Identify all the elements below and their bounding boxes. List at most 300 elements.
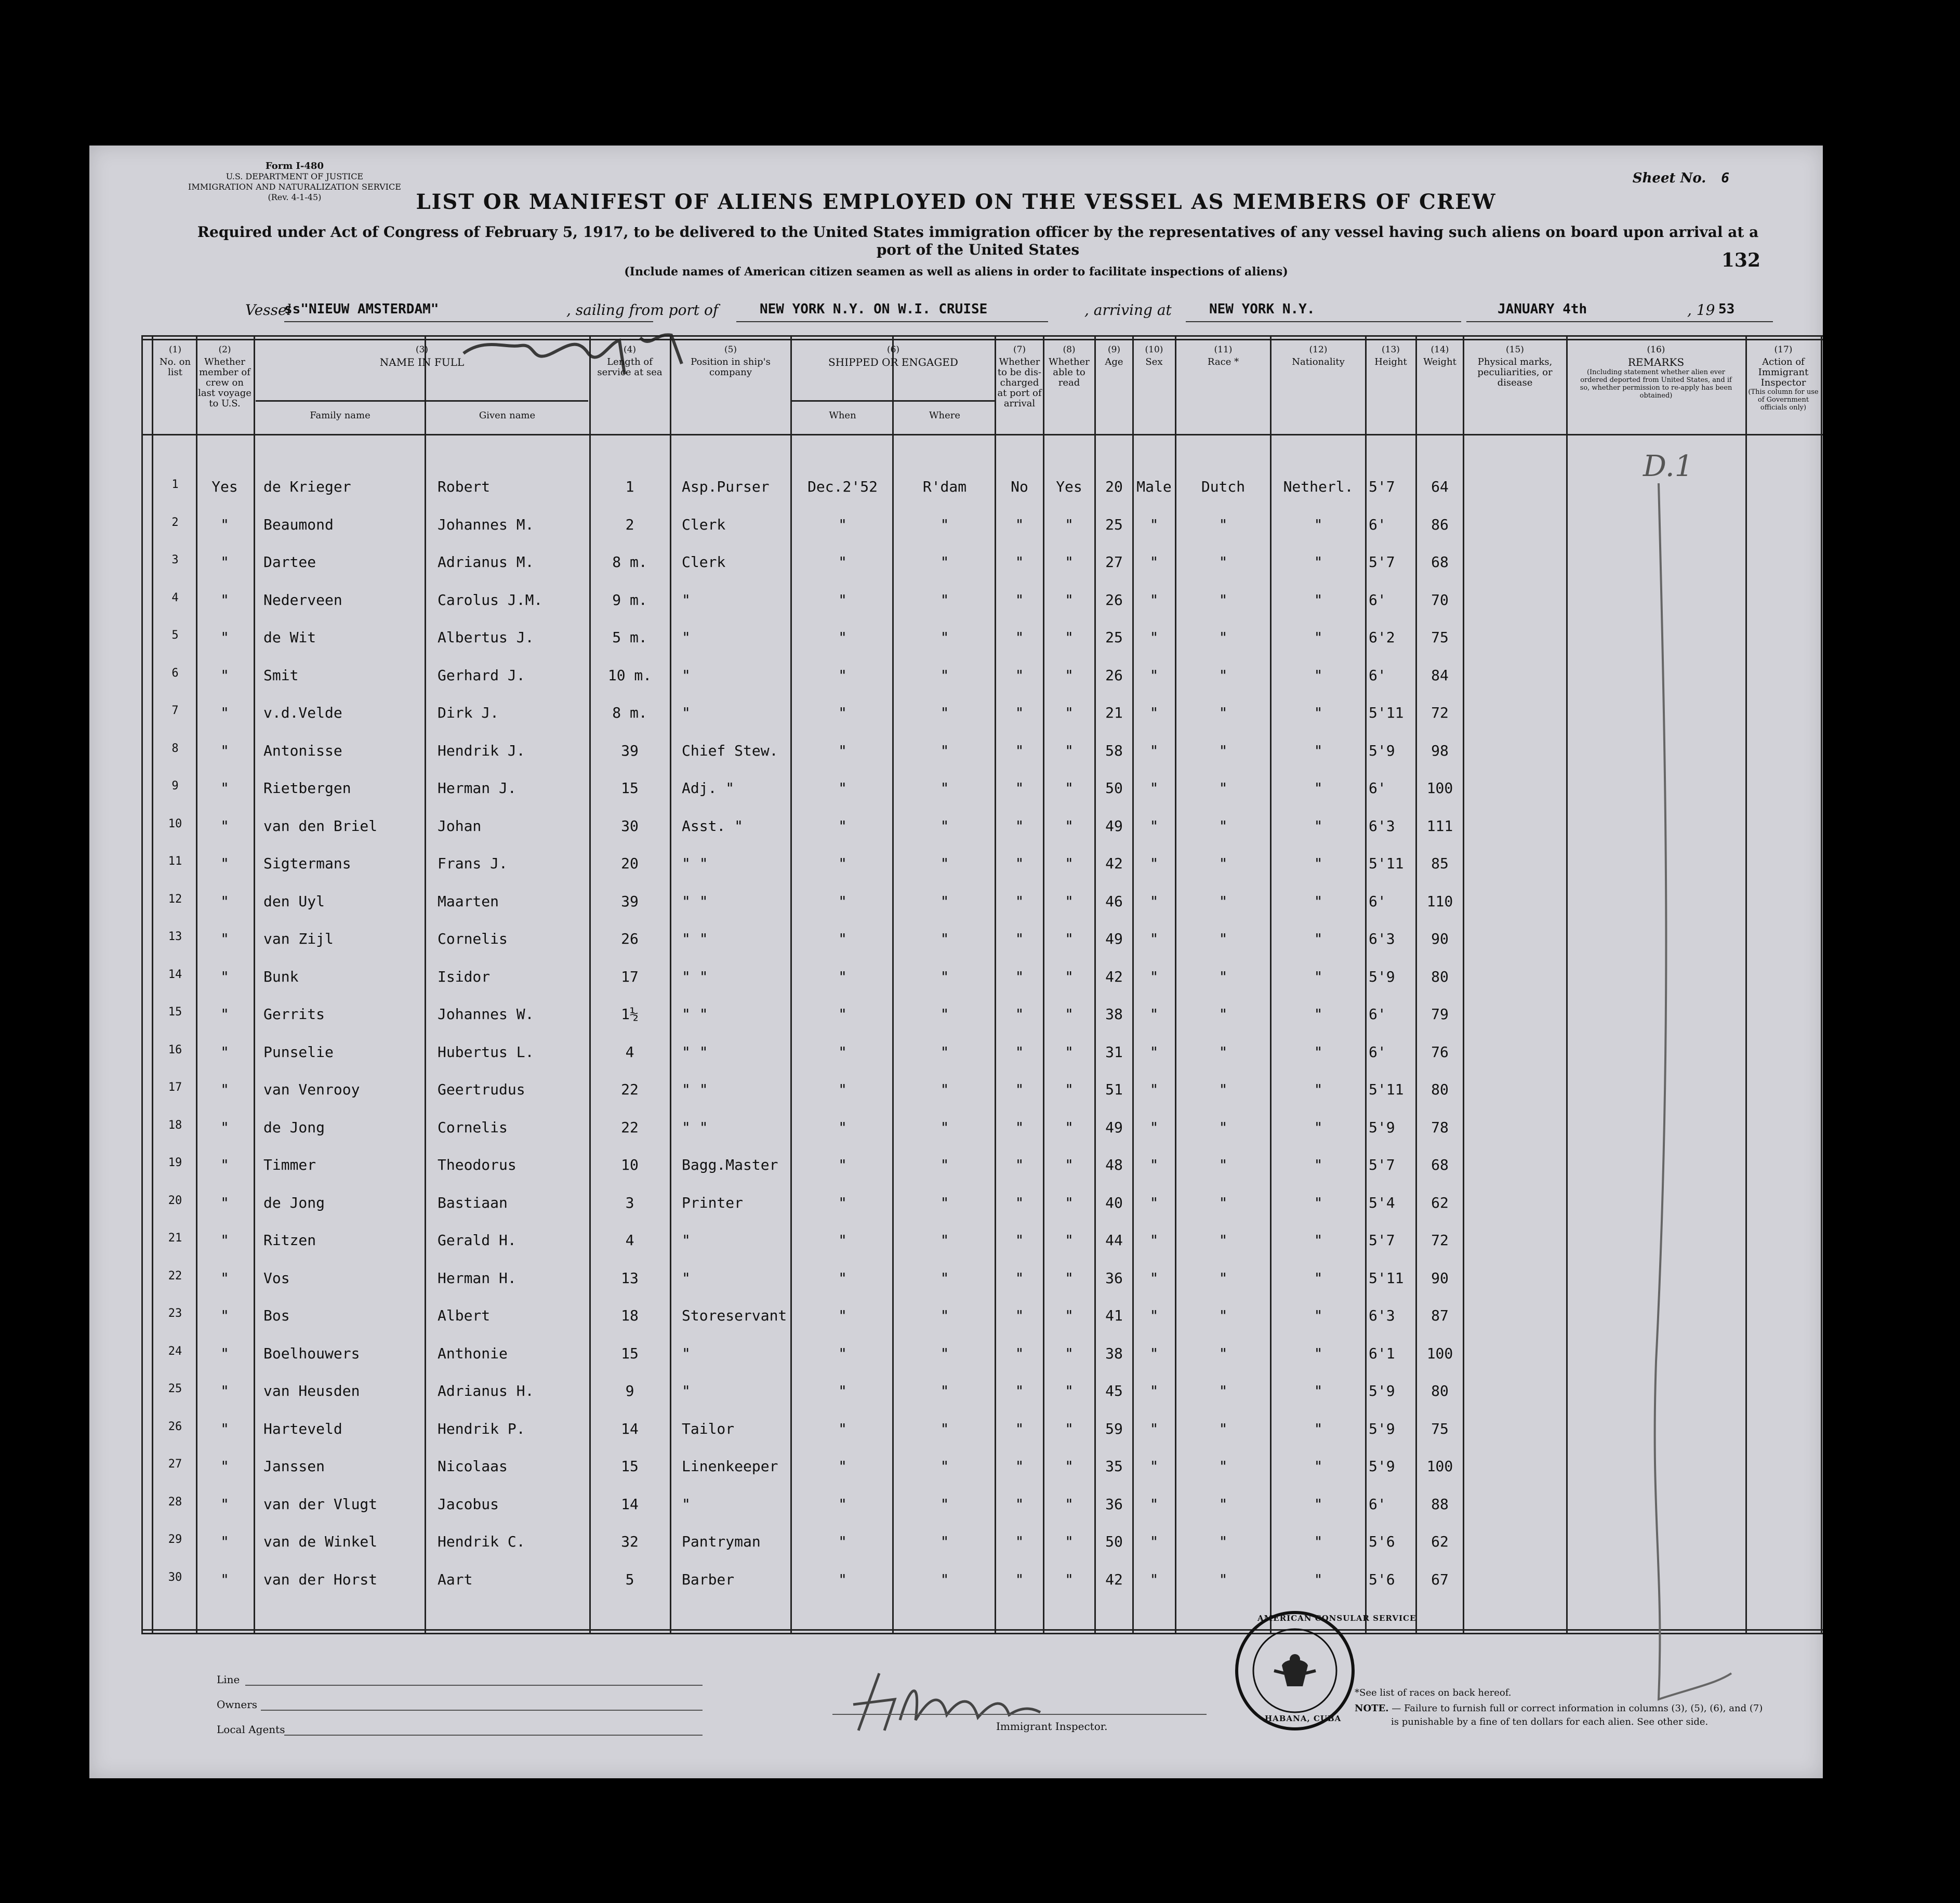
cell-service: 32	[621, 1533, 639, 1550]
cell-height: 6'3	[1369, 817, 1395, 835]
cell-no: 30	[168, 1570, 182, 1584]
cell-weight: 64	[1431, 478, 1449, 495]
cell-read: "	[1065, 1232, 1074, 1249]
cell-sex: "	[1149, 855, 1159, 872]
cell-nationality: "	[1314, 1458, 1323, 1475]
cell-race: "	[1219, 817, 1228, 835]
table-top-border-2	[141, 339, 1823, 340]
cell-given: Isidor	[438, 968, 491, 985]
sailing-label: , sailing from port of	[566, 301, 719, 319]
cell-given: Johannes W.	[438, 1006, 534, 1023]
cell-weight: 78	[1431, 1118, 1449, 1136]
col-17-label: Action of Immigrant Inspector	[1758, 356, 1809, 388]
cell-service: 1	[625, 478, 634, 495]
cell-nationality: "	[1314, 892, 1323, 910]
cell-member: "	[220, 892, 229, 910]
header-height	[1367, 345, 1415, 367]
cell-family: Antonisse	[263, 742, 342, 759]
cell-age: 35	[1105, 1458, 1123, 1475]
header-position	[671, 345, 790, 378]
cell-when: "	[838, 553, 847, 571]
cell-weight: 111	[1426, 817, 1453, 835]
cell-weight: 90	[1431, 930, 1449, 947]
cell-weight: 68	[1431, 553, 1449, 571]
header-given-name: Given name	[479, 410, 536, 421]
cell-height: 6'	[1369, 666, 1386, 684]
cell-position: Printer	[682, 1194, 744, 1211]
cell-read: Yes	[1056, 478, 1082, 495]
page-title: LIST OR MANIFEST OF ALIENS EMPLOYED ON THE VESSEL AS MEMBERS OF CREW	[416, 190, 1497, 214]
cell-height: 6'	[1369, 779, 1386, 797]
agency-line-1: U.S. DEPARTMENT OF JUSTICE	[226, 171, 364, 181]
note-text-1: — Failure to furnish full or correct information in columns (3), (5), (6), and (7)	[1392, 1703, 1763, 1714]
cell-service: 5 m.	[612, 629, 647, 646]
cell-member: "	[220, 1118, 229, 1136]
cell-no: 23	[168, 1307, 182, 1320]
cell-where: "	[940, 1570, 949, 1588]
cell-no: 20	[168, 1194, 182, 1207]
header-action	[1747, 345, 1820, 412]
col-6-number: (6)	[886, 345, 900, 355]
cell-where: R'dam	[922, 478, 967, 495]
cell-given: Cornelis	[438, 1118, 508, 1136]
cell-when: "	[838, 1307, 847, 1324]
cell-when: "	[838, 1269, 847, 1287]
cell-when: "	[838, 516, 847, 533]
cell-weight: 85	[1431, 855, 1449, 872]
cell-when: "	[838, 1420, 847, 1437]
cell-sex: "	[1149, 968, 1159, 985]
inspector-signature-line	[832, 1714, 1207, 1715]
owners-field	[261, 1710, 703, 1711]
cell-sex: "	[1149, 1533, 1159, 1550]
cell-given: Herman J.	[438, 779, 517, 797]
cell-when: "	[838, 1570, 847, 1588]
cell-family: van der Vlugt	[263, 1495, 378, 1513]
cell-where: "	[940, 1081, 949, 1098]
cell-nationality: "	[1314, 855, 1323, 872]
cell-where: "	[940, 1006, 949, 1023]
requirement-line-2: port of the United States	[876, 241, 1080, 258]
cell-height: 5'9	[1369, 742, 1395, 759]
cell-age: 42	[1105, 855, 1123, 872]
cell-discharged: "	[1015, 704, 1024, 721]
cell-sex: "	[1149, 742, 1159, 759]
cell-nationality: "	[1314, 1307, 1323, 1324]
cell-race: "	[1219, 855, 1228, 872]
cell-sex: "	[1149, 591, 1159, 609]
cell-height: 6'	[1369, 591, 1386, 609]
cell-height: 5'11	[1369, 1269, 1404, 1287]
cell-discharged: "	[1015, 892, 1024, 910]
cell-nationality: "	[1314, 553, 1323, 571]
arrival-date: JANUARY 4th	[1498, 301, 1587, 317]
cell-no: 16	[168, 1043, 182, 1056]
header-race	[1176, 345, 1270, 367]
cell-height: 5'7	[1369, 1232, 1395, 1249]
cell-service: 26	[621, 930, 639, 947]
cell-where: "	[940, 1118, 949, 1136]
cell-height: 6'3	[1369, 930, 1395, 947]
cell-discharged: "	[1015, 855, 1024, 872]
cell-member: "	[220, 1344, 229, 1362]
cell-family: Smit	[263, 666, 299, 684]
cell-race: "	[1219, 968, 1228, 985]
cell-member: "	[220, 742, 229, 759]
cell-given: Hendrik J.	[438, 742, 525, 759]
cell-where: "	[940, 968, 949, 985]
col-9-label: Age	[1105, 356, 1123, 367]
cell-service: 15	[621, 779, 639, 797]
cell-position: Storeservant	[682, 1307, 787, 1324]
cell-weight: 98	[1431, 742, 1449, 759]
cell-family: Bunk	[263, 968, 299, 985]
cell-sex: "	[1149, 1382, 1159, 1399]
cell-weight: 87	[1431, 1307, 1449, 1324]
cell-nationality: "	[1314, 968, 1323, 985]
cell-race: "	[1219, 1118, 1228, 1136]
cell-weight: 80	[1431, 1382, 1449, 1399]
cell-discharged: "	[1015, 1382, 1024, 1399]
cell-height: 5'6	[1369, 1570, 1395, 1588]
cell-member: "	[220, 1458, 229, 1475]
col-14-number: (14)	[1431, 345, 1449, 355]
cell-member: "	[220, 1570, 229, 1588]
cell-height: 6'	[1369, 1006, 1386, 1023]
cell-discharged: "	[1015, 1420, 1024, 1437]
cell-when: "	[838, 1232, 847, 1249]
cell-family: Sigtermans	[263, 855, 351, 872]
arriving-underline	[1186, 321, 1461, 322]
column-divider	[1821, 335, 1822, 1634]
col-13-number: (13)	[1382, 345, 1400, 355]
cell-member: "	[220, 930, 229, 947]
col-11-label: Race *	[1207, 356, 1239, 367]
cell-when: "	[838, 591, 847, 609]
cell-member: "	[220, 1081, 229, 1098]
cell-family: van Zijl	[263, 930, 334, 947]
cell-no: 27	[168, 1458, 182, 1471]
cell-service: 30	[621, 817, 639, 835]
cell-height: 5'9	[1369, 1458, 1395, 1475]
cell-read: "	[1065, 968, 1074, 985]
cell-age: 27	[1105, 553, 1123, 571]
cell-sex: "	[1149, 1081, 1159, 1098]
cell-sex: "	[1149, 1118, 1159, 1136]
sheet-value: 6	[1721, 170, 1729, 186]
cell-no: 5	[171, 629, 179, 642]
header-weight	[1417, 345, 1463, 367]
cell-discharged: "	[1015, 591, 1024, 609]
cell-race: "	[1219, 704, 1228, 721]
cell-nationality: "	[1314, 1269, 1323, 1287]
cell-position: Bagg.Master	[682, 1156, 778, 1173]
cell-discharged: "	[1015, 1533, 1024, 1550]
cell-nationality: "	[1314, 629, 1323, 646]
cell-when: "	[838, 1382, 847, 1399]
cell-age: 38	[1105, 1344, 1123, 1362]
cell-family: Beaumond	[263, 516, 334, 533]
cell-height: 5'11	[1369, 1081, 1404, 1098]
cell-family: Ritzen	[263, 1232, 316, 1249]
cell-given: Hendrik P.	[438, 1420, 525, 1437]
cell-family: Janssen	[263, 1458, 325, 1475]
col-5-number: (5)	[724, 345, 737, 355]
cell-age: 59	[1105, 1420, 1123, 1437]
cell-nationality: "	[1314, 666, 1323, 684]
col-2-label: Whether member of crew on last voyage to U.S.	[198, 356, 251, 409]
cell-race: Dutch	[1201, 478, 1246, 495]
cell-discharged: "	[1015, 1344, 1024, 1362]
cell-sex: "	[1149, 1495, 1159, 1513]
cell-sex: Male	[1136, 478, 1172, 495]
cell-weight: 76	[1431, 1043, 1449, 1061]
cell-race: "	[1219, 1382, 1228, 1399]
cell-height: 6'	[1369, 516, 1386, 533]
cell-discharged: "	[1015, 1570, 1024, 1588]
cell-where: "	[940, 1194, 949, 1211]
cell-weight: 75	[1431, 1420, 1449, 1437]
col-10-number: (10)	[1145, 345, 1163, 355]
cell-given: Adrianus H.	[438, 1382, 534, 1399]
cell-age: 58	[1105, 742, 1123, 759]
cell-when: "	[838, 1118, 847, 1136]
cell-where: "	[940, 1307, 949, 1324]
form-revision: (Rev. 4-1-45)	[268, 192, 322, 202]
cell-position: Pantryman	[682, 1533, 761, 1550]
cell-given: Herman H.	[438, 1269, 517, 1287]
cell-weight: 84	[1431, 666, 1449, 684]
cell-family: van den Briel	[263, 817, 378, 835]
form-number: Form I-480	[265, 161, 324, 171]
cell-given: Cornelis	[438, 930, 508, 947]
cell-no: 24	[168, 1344, 182, 1358]
cell-family: de Krieger	[263, 478, 351, 495]
cell-age: 51	[1105, 1081, 1123, 1098]
cell-nationality: "	[1314, 1081, 1323, 1098]
sailing-underline	[736, 321, 1048, 322]
cell-member: "	[220, 1194, 229, 1211]
cell-when: "	[838, 779, 847, 797]
cell-no: 22	[168, 1269, 182, 1283]
cell-discharged: "	[1015, 1081, 1024, 1098]
cell-member: "	[220, 779, 229, 797]
cell-no: 3	[171, 553, 179, 566]
cell-discharged: "	[1015, 1495, 1024, 1513]
cell-given: Robert	[438, 478, 491, 495]
cell-age: 49	[1105, 930, 1123, 947]
cell-where: "	[940, 1156, 949, 1173]
cell-when: "	[838, 968, 847, 985]
cell-position: Asst. "	[682, 817, 744, 835]
cell-position: "	[682, 1495, 691, 1513]
cell-where: "	[940, 516, 949, 533]
cell-where: "	[940, 1043, 949, 1061]
agents-field	[284, 1735, 703, 1736]
cell-race: "	[1219, 1420, 1228, 1437]
cell-no: 13	[168, 930, 182, 943]
cell-where: "	[940, 855, 949, 872]
cell-member: "	[220, 1420, 229, 1437]
cell-given: Hendrik C.	[438, 1533, 525, 1550]
cell-member: Yes	[211, 478, 238, 495]
cell-service: 2	[625, 516, 634, 533]
cell-race: "	[1219, 591, 1228, 609]
cell-member: "	[220, 968, 229, 985]
inspector-label: Immigrant Inspector.	[996, 1720, 1108, 1733]
cell-discharged: "	[1015, 666, 1024, 684]
header-remarks	[1568, 345, 1744, 400]
cell-member: "	[220, 1043, 229, 1061]
header-shipped	[792, 345, 995, 368]
cell-member: "	[220, 1307, 229, 1324]
col-3-number: (3)	[415, 345, 429, 355]
cell-position: " "	[682, 1043, 708, 1061]
cell-nationality: "	[1314, 516, 1323, 533]
col-1-number: (1)	[168, 345, 182, 355]
cell-sex: "	[1149, 1006, 1159, 1023]
cell-weight: 72	[1431, 1232, 1449, 1249]
table-top-border	[141, 335, 1823, 337]
cell-when: "	[838, 1458, 847, 1475]
cell-when: "	[838, 1156, 847, 1173]
cell-weight: 75	[1431, 629, 1449, 646]
cell-service: 4	[625, 1043, 634, 1061]
col-14-label: Weight	[1423, 356, 1456, 367]
cell-read: "	[1065, 1533, 1074, 1550]
cell-position: "	[682, 1232, 691, 1249]
cell-race: "	[1219, 1156, 1228, 1173]
cell-given: Hubertus L.	[438, 1043, 534, 1061]
cell-height: 5'11	[1369, 704, 1404, 721]
cell-age: 50	[1105, 1533, 1123, 1550]
cell-given: Aart	[438, 1570, 473, 1588]
cell-discharged: "	[1015, 1194, 1024, 1211]
cell-nationality: "	[1314, 1570, 1323, 1588]
cell-family: Harteveld	[263, 1420, 342, 1437]
cell-family: den Uyl	[263, 892, 325, 910]
cell-member: "	[220, 1269, 229, 1287]
cell-age: 20	[1105, 478, 1123, 495]
cell-position: Clerk	[682, 553, 726, 571]
cell-nationality: "	[1314, 1043, 1323, 1061]
cell-given: Bastiaan	[438, 1194, 508, 1211]
note-text-2: is punishable by a fine of ten dollars for each alien. See other side.	[1391, 1716, 1709, 1727]
cell-member: "	[220, 817, 229, 835]
cell-member: "	[220, 1006, 229, 1023]
cell-height: 5'6	[1369, 1533, 1395, 1550]
cell-service: 8 m.	[612, 553, 647, 571]
cell-when: "	[838, 930, 847, 947]
cell-read: "	[1065, 1081, 1074, 1098]
cell-race: "	[1219, 892, 1228, 910]
cell-sex: "	[1149, 1194, 1159, 1211]
cell-when: "	[838, 742, 847, 759]
cell-weight: 80	[1431, 1081, 1449, 1098]
cell-race: "	[1219, 742, 1228, 759]
cell-family: van Venrooy	[263, 1081, 360, 1098]
cell-no: 15	[168, 1006, 182, 1019]
col-11-number: (11)	[1214, 345, 1233, 355]
column-divider	[425, 335, 426, 1634]
cell-height: 5'7	[1369, 478, 1395, 495]
cell-no: 28	[168, 1495, 182, 1509]
cell-member: "	[220, 1533, 229, 1550]
col-7-number: (7)	[1013, 345, 1026, 355]
cell-age: 38	[1105, 1006, 1123, 1023]
cell-position: Barber	[682, 1570, 735, 1588]
col-8-label: Whether able to read	[1049, 356, 1090, 388]
cell-family: de Jong	[263, 1194, 325, 1211]
cell-height: 6'	[1369, 1043, 1386, 1061]
cell-where: "	[940, 1458, 949, 1475]
cell-position: " "	[682, 1006, 708, 1023]
cell-no: 11	[168, 855, 182, 868]
col-16-number: (16)	[1647, 345, 1665, 355]
cell-position: "	[682, 1344, 691, 1362]
header-no	[154, 345, 196, 378]
column-divider	[254, 335, 255, 1634]
cell-height: 6'	[1369, 892, 1386, 910]
cell-where: "	[940, 817, 949, 835]
cell-age: 50	[1105, 779, 1123, 797]
cell-service: 10	[621, 1156, 639, 1173]
cell-race: "	[1219, 516, 1228, 533]
cell-nationality: "	[1314, 1232, 1323, 1249]
cell-where: "	[940, 553, 949, 571]
cell-weight: 62	[1431, 1194, 1449, 1211]
cell-position: " "	[682, 930, 708, 947]
col-4-number: (4)	[623, 345, 637, 355]
cell-service: 17	[621, 968, 639, 985]
line-label: Line	[217, 1673, 240, 1686]
cell-read: "	[1065, 742, 1074, 759]
col-12-number: (12)	[1309, 345, 1328, 355]
races-note: *See list of races on back hereof.	[1355, 1687, 1512, 1698]
cell-when: "	[838, 1194, 847, 1211]
cell-sex: "	[1149, 553, 1159, 571]
cell-when: "	[838, 1344, 847, 1362]
cell-read: "	[1065, 1344, 1074, 1362]
header-member	[197, 345, 252, 409]
cell-discharged: "	[1015, 742, 1024, 759]
cell-height: 5'9	[1369, 968, 1395, 985]
cell-race: "	[1219, 1570, 1228, 1588]
cell-read: "	[1065, 1006, 1074, 1023]
cell-discharged: "	[1015, 1232, 1024, 1249]
stamp-number: 132	[1721, 249, 1760, 271]
cell-discharged: "	[1015, 516, 1024, 533]
cell-family: v.d.Velde	[263, 704, 342, 721]
cell-read: "	[1065, 855, 1074, 872]
cell-race: "	[1219, 1307, 1228, 1324]
cell-sex: "	[1149, 1570, 1159, 1588]
cell-position: "	[682, 629, 691, 646]
cell-service: 14	[621, 1495, 639, 1513]
arriving-label: , arriving at	[1084, 301, 1172, 319]
cell-where: "	[940, 1232, 949, 1249]
col-17-note: (This column for use of Government officials only)	[1748, 388, 1819, 412]
cell-nationality: "	[1314, 779, 1323, 797]
cell-no: 4	[171, 591, 179, 604]
cell-when: "	[838, 666, 847, 684]
cell-given: Johannes M.	[438, 516, 534, 533]
cell-nationality: "	[1314, 817, 1323, 835]
col-6-label: SHIPPED OR ENGAGED	[828, 356, 958, 368]
cell-member: "	[220, 666, 229, 684]
cell-sex: "	[1149, 930, 1159, 947]
cell-discharged: "	[1015, 1118, 1024, 1136]
